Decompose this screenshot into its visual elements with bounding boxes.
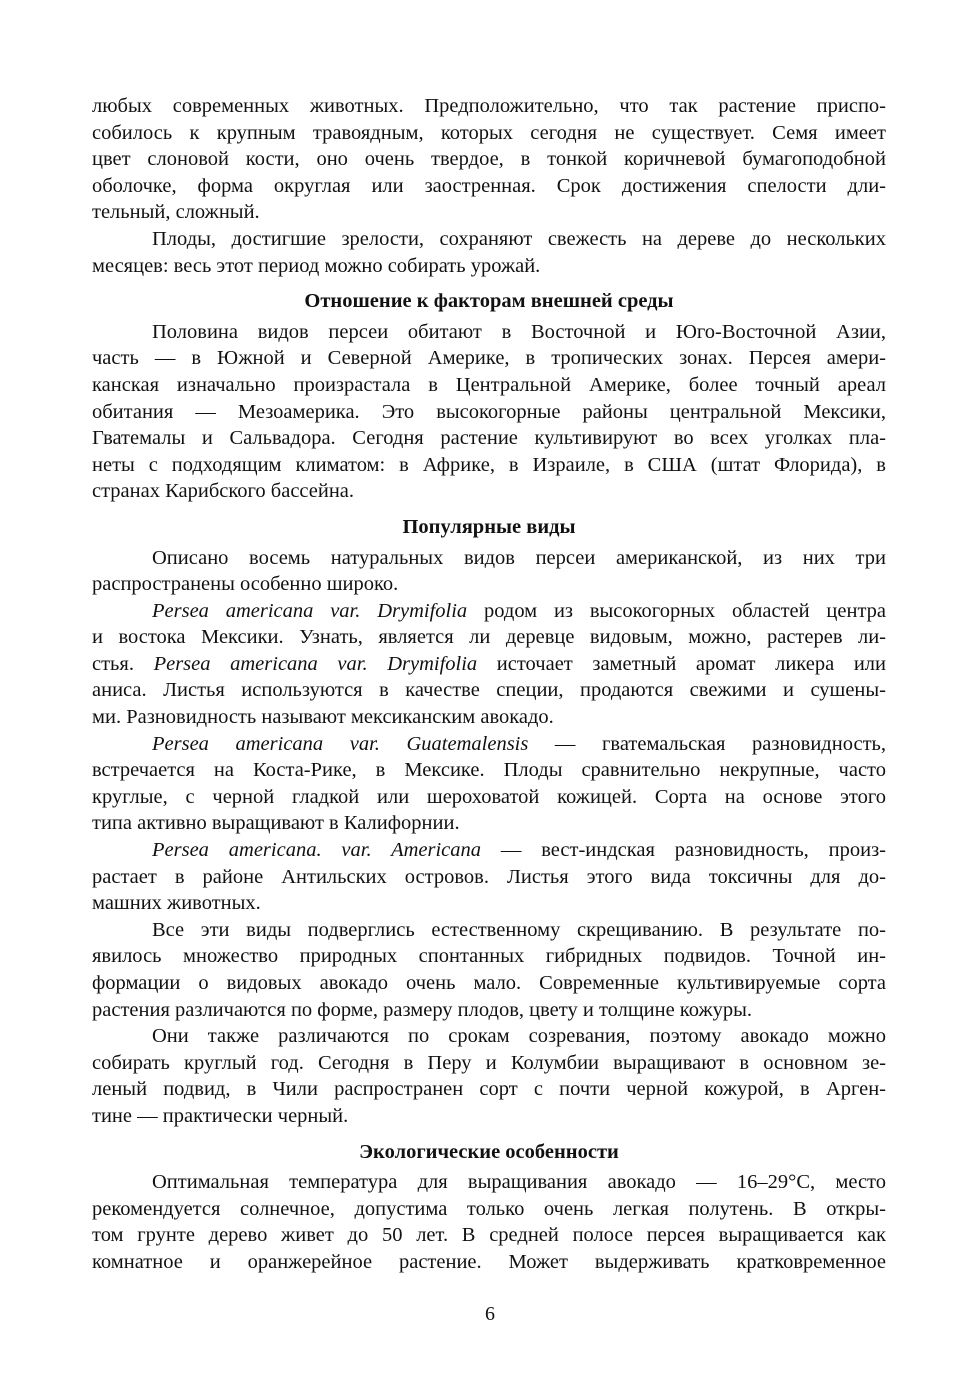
text-line: Гватемалы и Сальвадора. Сегодня растение культивируют во всех уголках пла- <box>92 427 886 450</box>
paragraph <box>92 93 886 226</box>
text-line: тельный, сложный. <box>92 201 260 224</box>
text-line: цвет слоновой кости, оно очень твердое, в тонкой коричневой бумагоподобной <box>92 148 886 171</box>
text-line <box>92 651 886 678</box>
text-segment: — вест-индская разновидность, произ- <box>481 839 887 862</box>
text-line: оболочке, форма округлая или заостренная. Срок достижения спелости дли- <box>92 174 886 197</box>
paragraph <box>92 598 886 731</box>
text-line: Плоды, достигшие зрелости, сохраняют свежесть на дереве до нескольких <box>152 227 886 250</box>
text-line: и востока Мексики. Узнать, является ли деревце видовым, можно, растерев ли- <box>92 626 886 649</box>
text-line: месяцев: весь этот период можно собирать урожай. <box>92 254 541 277</box>
species-name: Persea americana var. Drymifolia <box>152 599 468 622</box>
section-heading: Популярные виды <box>402 515 576 538</box>
species-name: Persea americana var. Drymifolia <box>153 652 478 675</box>
text-line: ми. Разновидность называют мексиканским авокадо. <box>92 706 554 729</box>
text-line: аниса. Листья используются в качестве специи, продаются свежими и сушены- <box>92 679 886 702</box>
section-heading: Отношение к факторам внешней среды <box>304 290 674 313</box>
text-line: том грунте дерево живет до 50 лет. В средней полосе персея выращивается как <box>92 1224 886 1247</box>
text-line <box>92 598 886 625</box>
text-segment: стья. <box>92 652 154 675</box>
text-line: растает в районе Антильских островов. Листья этого вида токсичны для до- <box>92 865 886 888</box>
paragraph <box>92 917 886 1023</box>
text-line: формации о видовых авокадо очень мало. Современные культивируемые сорта <box>92 972 886 994</box>
text-line: рекомендуется солнечное, допустима только очень легкая полутень. В откры- <box>92 1197 886 1220</box>
text-segment: источает заметный аромат ликера или <box>477 652 886 675</box>
text-line <box>92 731 886 758</box>
text-line: комнатное и оранжерейное растение. Может выдерживать кратковременное <box>92 1250 886 1273</box>
text-line: Оптимальная температура для выращивания авокадо — 16–29°C, место <box>152 1171 886 1194</box>
text-line: любых современных животных. Предположительно, что так растение приспо- <box>92 95 886 117</box>
text-line: неты с подходящим климатом: в Африке, в Израиле, в США (штат Флорида), в <box>92 453 886 476</box>
text-line: обитания — Мезоамерика. Это высокогорные районы центральной Мексики, <box>92 400 886 423</box>
text-line: тине — практически черный. <box>92 1104 349 1127</box>
text-line: круглые, с черной гладкой или шероховатой кожицей. Сорта на основе этого <box>92 785 886 808</box>
paragraph <box>92 837 886 917</box>
text-line: типа активно выращивают в Калифорнии. <box>92 812 460 835</box>
text-line: машних животных. <box>92 892 261 915</box>
paragraph <box>92 1169 886 1275</box>
paragraph <box>92 226 886 279</box>
page-body <box>92 93 886 1276</box>
text-line: явилось множество природных спонтанных гибридных подвидов. Точной ин- <box>92 945 886 968</box>
paragraph <box>92 319 886 505</box>
text-line: Все эти виды подверглись естественному скрещиванию. В результате по- <box>152 918 886 941</box>
species-name: Persea americana var. Guatemalensis <box>152 732 529 755</box>
section-heading: Экологические особенности <box>359 1140 619 1163</box>
paragraph <box>92 731 886 837</box>
text-line: встречается на Коста-Рике, в Мексике. Плоды сравнительно некрупные, часто <box>92 759 886 782</box>
text-line: Они также различаются по срокам созревания, поэтому авокадо можно <box>152 1025 886 1048</box>
text-line: странах Карибского бассейна. <box>92 480 355 503</box>
paragraph <box>92 545 886 598</box>
text-line: часть — в Южной и Северной Америке, в тропических зонах. Персея амери- <box>92 347 886 370</box>
text-segment: — гватемальская разновидность, <box>528 732 886 755</box>
text-line: собилось к крупным травоядным, которых сегодня не существует. Семя имеет <box>92 121 886 144</box>
text-line: леный подвид, в Чили распространен сорт с почти черной кожурой, в Арген- <box>92 1078 886 1101</box>
text-line: Половина видов персеи обитают в Восточной и Юго-Восточной Азии, <box>152 320 886 343</box>
text-segment: родом из высокогорных областей центра <box>467 599 887 622</box>
text-line <box>92 837 886 864</box>
text-line: распространены особенно широко. <box>92 573 399 596</box>
page-number: 6 <box>485 1303 495 1325</box>
species-name: Persea americana. var. Americana <box>152 839 482 862</box>
text-line: Описано восемь натуральных видов персеи американской, из них три <box>152 546 886 569</box>
paragraph <box>92 1023 886 1129</box>
text-line: растения различаются по форме, размеру плодов, цвету и толщине кожуры. <box>92 998 753 1021</box>
text-line: канская изначально произрастала в Центральной Америке, более точный ареал <box>92 373 886 396</box>
text-line: собирать круглый год. Сегодня в Перу и Колумбии выращивают в основном зе- <box>92 1051 886 1074</box>
